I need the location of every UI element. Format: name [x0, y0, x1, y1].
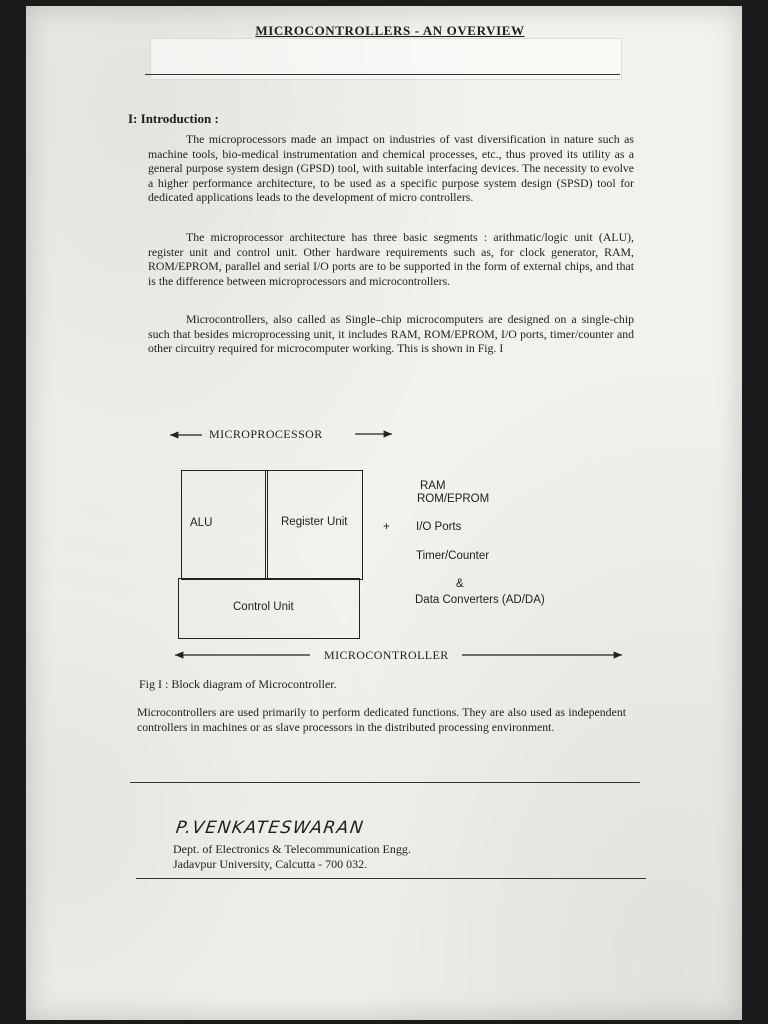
peripheral-timer-counter: Timer/Counter — [416, 550, 490, 562]
author-address: Jadavpur University, Calcutta - 700 032. — [173, 857, 368, 871]
separator-rule — [130, 782, 640, 783]
paragraph-1-text: The microprocessors made an impact on industries of vast diversification in nature such as machine tools, bio-medical instrumentation and chemical processes, etc., thus proved its utility as a general purpose system design (GPSD) tool, with suitable interfacing devices. The necessity to evolve a higher performance architecture, to be used as a specific purpose system design (SPSD) tool for dedicated applications leads to the development of micro controllers. — [148, 132, 634, 205]
figure-caption: Fig I : Block diagram of Microcontroller. — [139, 677, 337, 691]
register-unit-label: Register Unit — [281, 516, 348, 528]
page-title: MICROCONTROLLERS - AN OVERVIEW — [255, 23, 525, 38]
paragraph-3-text: Microcontrollers, also called as Single–chip microcomputers are designed on a single-chip such that besides microprocessing unit, it includes RAM, ROM/EPROM, I/O ports, timer/counter and other circuitry required for microcomputer working. This is shown in Fig. I — [148, 312, 634, 356]
peripheral-io-ports: I/O Ports — [416, 521, 462, 533]
peripheral-rom-eprom: ROM/EPROM — [417, 493, 490, 505]
peripheral-data-converters: Data Converters (AD/DA) — [415, 594, 545, 606]
closing-paragraph-text: Microcontrollers are used primarily to perform dedicated functions. They are also used as independent controllers in machines or as slave processors in the distributed processing environment. — [137, 705, 626, 734]
section-heading: I: Introduction : — [128, 111, 219, 126]
control-unit-label: Control Unit — [233, 601, 294, 613]
alu-label: ALU — [190, 517, 213, 529]
plus-sign: + — [383, 521, 390, 533]
microcontroller-label: MICROCONTROLLER — [324, 648, 449, 662]
peripheral-ram: RAM — [420, 480, 446, 492]
paragraph-2-text: The microprocessor architecture has three basic segments : arithmatic/logic unit (ALU), register unit and control unit. Other hardware requirements such as, for clock generator, RAM, ROM/EPROM, parallel and serial I/O ports are to be supported in the form of external chips, and that is the difference between microprocessors and microcontrollers. — [148, 230, 634, 288]
footer-rule — [136, 878, 646, 879]
closing-paragraph — [137, 705, 626, 734]
author-signature: P.VENKATESWARAN — [174, 818, 366, 838]
peripheral-ampersand: & — [456, 578, 464, 590]
author-dept: Dept. of Electronics & Telecommunication Engg. — [173, 842, 411, 856]
microprocessor-label: MICROPROCESSOR — [209, 427, 323, 441]
